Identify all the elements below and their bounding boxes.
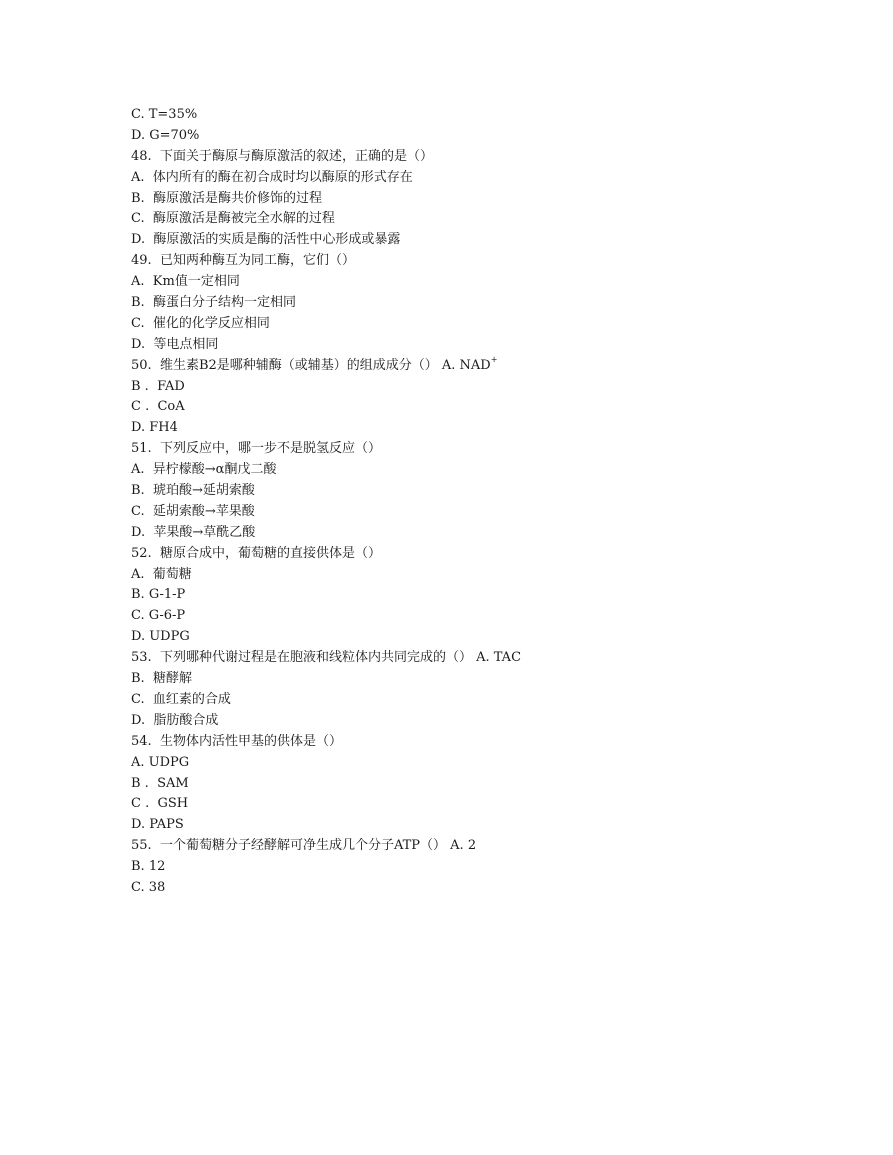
- option-line: B . SAM: [131, 775, 189, 791]
- option-line: D. UDPG: [131, 629, 190, 645]
- option-line: A. Km值一定相同: [131, 274, 240, 290]
- option-line: C . GSH: [131, 796, 189, 812]
- option-line: C. 催化的化学反应相同: [131, 315, 270, 331]
- question-50-text: 50. 维生素B2是哪种辅酶（或辅基）的组成成分（） A. NAD: [131, 357, 491, 373]
- option-line: A. 异柠檬酸→α酮戊二酸: [131, 462, 277, 478]
- option-line: D. FH4: [131, 420, 178, 436]
- option-line: D. G=70%: [131, 127, 200, 143]
- option-line: B. 酶原激活是酶共价修饰的过程: [131, 190, 322, 206]
- question-49: 49. 已知两种酶互为同工酶，它们（）: [131, 253, 355, 269]
- option-line: A. 葡萄糖: [131, 566, 192, 582]
- option-line: C. 38: [131, 879, 166, 895]
- option-line: C . CoA: [131, 399, 185, 415]
- option-line: B. G-1-P: [131, 587, 186, 603]
- question-52: 52. 糖原合成中，葡萄糖的直接供体是（）: [131, 545, 381, 561]
- option-line: C. 酶原激活是酶被完全水解的过程: [131, 211, 335, 227]
- option-line: D. 脂肪酸合成: [131, 712, 219, 728]
- option-line: D. PAPS: [131, 817, 184, 833]
- option-line: A. UDPG: [131, 754, 190, 770]
- question-50: [131, 356, 851, 377]
- option-line: C. T=35%: [131, 107, 198, 122]
- option-line: D. 酶原激活的实质是酶的活性中心形成或暴露: [131, 232, 401, 248]
- option-line: D. 苹果酸→草酰乙酸: [131, 524, 256, 540]
- question-48: 48. 下面关于酶原与酶原激活的叙述，正确的是（）: [131, 148, 433, 164]
- question-55: 55. 一个葡萄糖分子经酵解可净生成几个分子ATP（） A. 2: [131, 838, 477, 854]
- question-list: [131, 105, 851, 899]
- option-line: B. 酶蛋白分子结构一定相同: [131, 295, 296, 311]
- option-line: B. 琥珀酸→延胡索酸: [131, 483, 255, 499]
- option-line: B . FAD: [131, 378, 185, 394]
- option-line: A. 体内所有的酶在初合成时均以酶原的形式存在: [131, 169, 413, 185]
- option-line: D. 等电点相同: [131, 336, 219, 352]
- option-line: C. 血红素的合成: [131, 691, 231, 707]
- nad-superscript: +: [490, 354, 498, 364]
- question-53: 53. 下列哪种代谢过程是在胞液和线粒体内共同完成的（） A. TAC: [131, 650, 522, 666]
- question-54: 54. 生物体内活性甲基的供体是（）: [131, 733, 342, 749]
- option-line: B. 12: [131, 859, 166, 875]
- option-line: C. G-6-P: [131, 608, 186, 624]
- option-line: C. 延胡索酸→苹果酸: [131, 503, 255, 519]
- question-51: 51. 下列反应中，哪一步不是脱氢反应（）: [131, 441, 381, 457]
- option-line: B. 糖酵解: [131, 671, 192, 687]
